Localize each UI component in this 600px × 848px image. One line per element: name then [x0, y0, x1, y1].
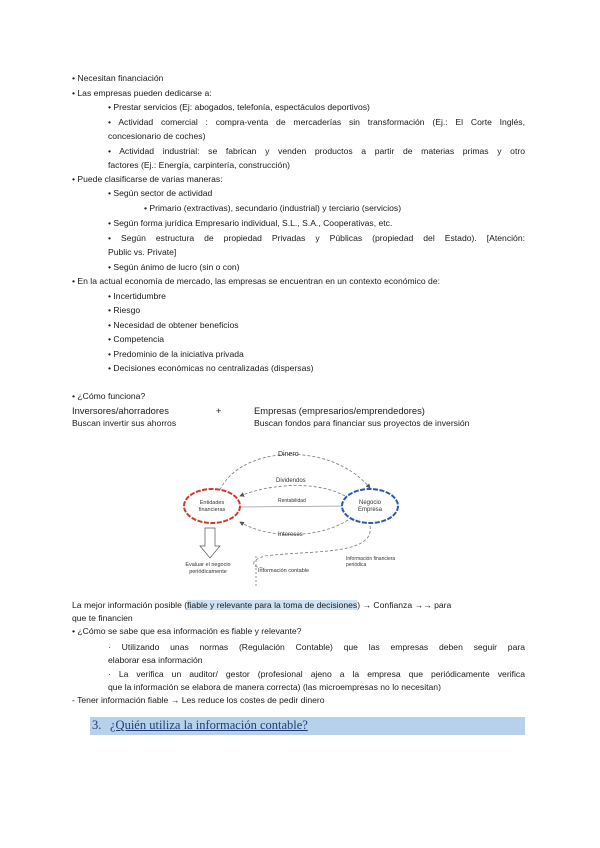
negocio-empresa-circle: [342, 489, 398, 523]
line-estructura-propiedad: • Según estructura de propiedad Privadas y Públicas (propiedad del Estado). [Atención:: [108, 233, 525, 243]
section-heading: [90, 717, 525, 735]
label-info-contable: Información contable: [258, 568, 310, 574]
line-economia-mercado: • En la actual economía de mercado, las empresas se encuentran en un contexto económico de:: [72, 276, 440, 286]
line-utilizando-normas-cont: elaborar esa información: [108, 655, 203, 665]
dividendos-arrow: [240, 486, 345, 497]
line-empresas-dedicarse: • Las empresas pueden dedicarse a:: [72, 88, 212, 98]
line-verifica-auditor-cont: que la información se elabora de manera correcta) (las microempresas no lo necesitan): [108, 682, 441, 692]
line-primario: • Primario (extractivas), secundario (industrial) y terciario (servicios): [144, 203, 402, 213]
label-entidades-2: financieras: [198, 507, 226, 513]
line-utilizando-normas: · Utilizando unas normas (Regulación Contable) que las empresas deben seguir para: [108, 642, 525, 652]
heading-title: ¿Quién utiliza la información contable?: [110, 718, 308, 732]
line-plus: +: [216, 405, 222, 416]
line-tener-informacion: - Tener información fiable → Les reduce los costes de pedir dinero: [72, 695, 325, 705]
label-negocio-2: Empresa: [357, 507, 383, 513]
line-forma-juridica: • Según forma jurídica Empresario individual, S.L., S.A., Cooperativas, etc.: [108, 218, 393, 228]
line-que-te-financien: que te financien: [72, 613, 133, 623]
line-incertidumbre: • Incertidumbre: [108, 291, 166, 301]
line-buscan-fondos: Buscan fondos para financiar sus proyectos de inversión: [254, 418, 470, 428]
line-beneficios: • Necesidad de obtener beneficios: [108, 320, 239, 330]
financing-diagram: [170, 438, 430, 588]
line-actividad-industrial-cont: factores (Ej.: Energía, carpintería, construcción): [108, 160, 290, 170]
line-necesitan-financiacion: • Necesitan financiación: [72, 73, 164, 83]
line-verifica-auditor: · La verifica un auditor/ gestor (profesional ajeno a la empresa que periódicamente verifica: [108, 669, 525, 679]
line-mejor-informacion: La mejor información posible (fiable y relevante para la toma de decisiones) → Confianza →→ para: [72, 600, 452, 610]
line-sector-actividad: • Según sector de actividad: [108, 188, 213, 198]
line-estructura-propiedad-cont: Public vs. Private]: [108, 247, 177, 257]
line-decisiones: • Decisiones económicas no centralizadas (dispersas): [108, 363, 314, 373]
line-iniciativa-privada: • Predominio de la iniciativa privada: [108, 349, 244, 359]
heading-number: 3.: [92, 718, 102, 732]
line-empresas: Empresas (empresarios/emprendedores): [254, 405, 425, 416]
label-negocio-1: Negocio: [358, 500, 382, 506]
line-actividad-industrial: • Actividad industrial: se fabrican y venden productos a partir de materias primas y otro: [108, 146, 525, 156]
line-buscan-invertir: Buscan invertir sus ahorros: [72, 418, 177, 428]
line-inversores: Inversores/ahorradores: [72, 405, 169, 416]
label-dinero: Dinero: [278, 451, 299, 458]
line-animo-lucro: • Según ánimo de lucro (sin o con): [108, 262, 240, 272]
evaluar-arrow: [200, 528, 220, 558]
line-como-se-sabe: • ¿Cómo se sabe que esa información es fiable y relevante?: [72, 626, 302, 636]
label-info-financiera-1: Información financiera: [346, 556, 396, 562]
label-rentabilidad: Rentabilidad: [278, 498, 306, 504]
label-entidades-1: Entidades: [199, 500, 225, 506]
line-prestar-servicios: • Prestar servicios (Ej: abogados, telefonía, espectáculos deportivos): [108, 102, 370, 112]
label-dividendos: Dividendos: [276, 478, 306, 484]
label-info-financiera-2: periódica: [346, 562, 367, 568]
entidades-financieras-circle: [184, 489, 240, 523]
dinero-arrow: [220, 454, 370, 490]
line-actividad-comercial: • Actividad comercial : compra-venta de mercaderías sin transformación (Ej.: El Corte Inglés,: [108, 117, 525, 127]
label-evaluar-1: Evaluar el negocio: [185, 562, 231, 568]
line-actividad-comercial-cont: concesionario de coches): [108, 131, 206, 141]
rentabilidad-line: [240, 506, 345, 507]
line-competencia: • Competencia: [108, 334, 165, 344]
label-evaluar-2: periódicamente: [189, 569, 227, 575]
line-riesgo: • Riesgo: [108, 305, 141, 315]
highlight-fiable-relevante: fiable y relevante para la toma de decisiones: [187, 600, 358, 610]
line-como-funciona: • ¿Cómo funciona?: [72, 391, 146, 401]
label-intereses: Intereses: [278, 532, 303, 538]
line-clasificarse: • Puede clasificarse de varias maneras:: [72, 174, 223, 184]
